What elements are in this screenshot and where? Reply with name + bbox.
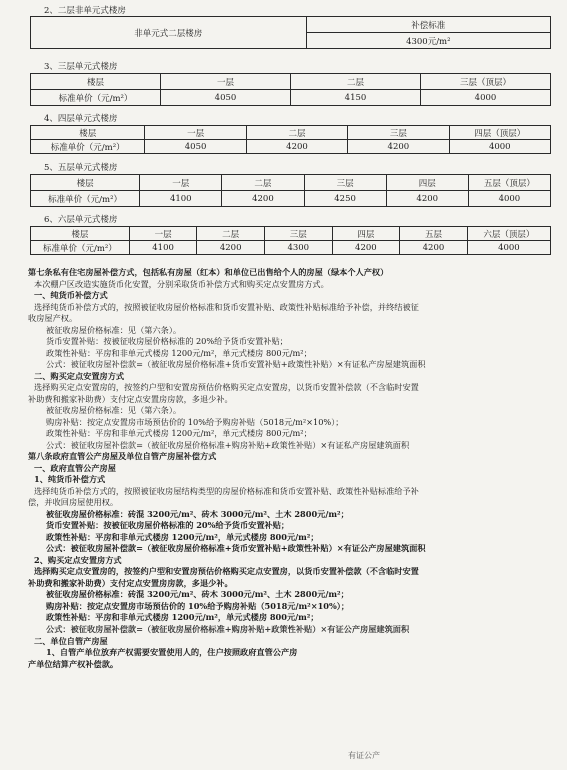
header-cell: 四层 <box>332 227 400 241</box>
value-cell: 4000 <box>449 140 550 154</box>
table-two-storey <box>30 16 551 49</box>
footer-stamp-text: 有证公产 <box>348 751 380 760</box>
header-cell: 一层 <box>129 227 197 241</box>
header-cell: 三层 <box>348 126 449 140</box>
value-cell: 4300元/m² <box>306 33 550 49</box>
paragraph-line: 被征收房屋价格标准：见（第六条）。 <box>46 324 182 335</box>
value-cell: 4200 <box>222 191 304 207</box>
table-three-storey <box>30 73 551 106</box>
value-cell: 4050 <box>161 90 291 106</box>
paragraph-line: 政策性补贴：平房和非单元式楼房 1200元/m²，单元式楼房 800元/m²； <box>46 347 312 358</box>
paragraph-line: 货币安置补贴：按被征收房屋价格标准的 20%给予货币安置补贴； <box>46 336 288 347</box>
paragraph-line: 选择购买定点安置房的，按签约户型和安置房预估价格购买定点安置房，以货币安置补偿款（不含临时安置 <box>34 566 419 577</box>
value-cell: 4100 <box>140 191 222 207</box>
paragraph-line: 选择纯货币补偿方式的，按照被征收房屋结构类型的房屋价格标准和货币安置补贴、政策性补贴标准给予补 <box>34 485 419 496</box>
value-cell: 4200 <box>400 241 468 255</box>
value-cell: 4000 <box>421 90 551 106</box>
formula-line: 公式：被征收房屋补偿款=（被征收房屋价格标准+货币安置补贴+政策性补贴）×有证公产房屋建筑面积 <box>46 543 426 554</box>
row-label: 标准单价（元/m²） <box>31 191 140 207</box>
header-cell: 三层 <box>304 175 386 191</box>
value-cell: 4000 <box>468 191 550 207</box>
value-cell: 4000 <box>467 241 550 255</box>
subsection-heading: 一、纯货币补偿方式 <box>34 290 108 301</box>
header-cell: 二层 <box>197 227 265 241</box>
paragraph-line: 购房补贴：按定点安置房市场预估价的 10%给予购房补贴（5018元/m²×10%）； <box>46 416 344 427</box>
paragraph-line: 本次棚户区改造实施货币化安置，分别采取货币补偿方式和购买定点安置房方式。 <box>34 278 329 289</box>
header-cell: 二层 <box>291 74 421 90</box>
header-cell: 二层 <box>222 175 304 191</box>
section-6-title: 6、六层单元式楼房 <box>44 215 118 225</box>
paragraph-line: 补助费和搬家补助费）支付定点安置房房款，多退少补。 <box>28 577 233 588</box>
value-cell: 4200 <box>332 241 400 255</box>
subsection-heading: 二、单位自管产房屋 <box>34 635 108 646</box>
value-cell: 4200 <box>197 241 265 255</box>
paragraph-line: 被征收房屋价格标准：砖混 3200元/m²、砖木 3000元/m²、土木 2800元/m²； <box>46 508 349 519</box>
header-cell: 三层（顶层） <box>421 74 551 90</box>
article-7-heading: 第七条私有住宅房屋补偿方式，包括私有房屋（红本）和单位已出售给个人的房屋（绿本个人产权） <box>28 267 389 277</box>
table-four-storey <box>30 125 551 154</box>
header-cell: 五层 <box>400 227 468 241</box>
paragraph-line: 补助费和搬家补助费）支付定点安置房房款，多退少补。 <box>28 393 233 404</box>
header-cell: 六层（顶层） <box>467 227 550 241</box>
paragraph-line: 政策性补贴：平房和非单元式楼房 1200元/m²，单元式楼房 800元/m²； <box>46 612 319 623</box>
value-cell: 4200 <box>386 191 468 207</box>
value-cell: 4300 <box>264 241 332 255</box>
table-five-storey <box>30 174 551 207</box>
paragraph-line: 收房屋产权。 <box>28 313 78 324</box>
paragraph-line: 政策性补贴：平房和非单元式楼房 1200元/m²，单元式楼房 800元/m²； <box>46 428 312 439</box>
row-label: 非单元式二层楼房 <box>31 17 307 49</box>
formula-line: 公式：被征收房屋补偿款=（被征收房屋价格标准+货币安置补贴+政策性补贴）×有证私产房屋建筑面积 <box>46 359 426 370</box>
table-six-storey <box>30 226 551 255</box>
section-4-title: 4、四层单元式楼房 <box>44 114 118 124</box>
value-cell: 4050 <box>145 140 246 154</box>
paragraph-line: 偿，并收回房屋使用权。 <box>28 497 119 508</box>
value-cell: 4100 <box>129 241 197 255</box>
row-label: 标准单价（元/m²） <box>31 140 145 154</box>
header-cell: 二层 <box>246 126 347 140</box>
section-2-title: 2、二层非单元式楼房 <box>44 6 126 16</box>
row-label: 标准单价（元/m²） <box>31 90 161 106</box>
value-cell: 4200 <box>348 140 449 154</box>
formula-line: 公式：被征收房屋补偿款=（被征收房屋价格标准+购房补贴+政策性补贴）×有证私产房屋建筑面积 <box>46 439 410 450</box>
value-cell: 4200 <box>246 140 347 154</box>
paragraph-line: 被征收房屋价格标准：砖混 3200元/m²、砖木 3000元/m²、土木 2800元/m²； <box>46 589 349 600</box>
paragraph-line: 政策性补贴：平房和非单元式楼房 1200元/m²，单元式楼房 800元/m²； <box>46 531 319 542</box>
paragraph-line: 选择纯货币补偿方式的，按照被征收房屋价格标准和货币安置补贴、政策性补贴标准给予补偿，并终结被征 <box>34 301 419 312</box>
header-cell: 一层 <box>145 126 246 140</box>
header-cell: 一层 <box>140 175 222 191</box>
header-cell: 一层 <box>161 74 291 90</box>
header-cell: 五层（顶层） <box>468 175 550 191</box>
row-label: 标准单价（元/m²） <box>31 241 130 255</box>
subsection-heading: 1、纯货币补偿方式 <box>34 474 106 485</box>
header-cell: 楼层 <box>31 175 140 191</box>
header-cell: 三层 <box>264 227 332 241</box>
header-cell: 楼层 <box>31 74 161 90</box>
paragraph-line: 购房补贴：按定点安置房市场预估价的 10%给予购房补贴（5018元/m²×10%）； <box>46 600 350 611</box>
header-cell: 四层 <box>386 175 468 191</box>
body-text <box>28 267 556 670</box>
paragraph-line: 货币安置补贴：按被征收房屋价格标准的 20%给予货币安置补贴； <box>46 520 290 531</box>
header-cell: 补偿标准 <box>306 17 550 33</box>
formula-line: 公式：被征收房屋补偿款=（被征收房屋价格标准+购房补贴+政策性补贴）×有证公产房屋建筑面积 <box>46 623 410 634</box>
article-8-heading: 第八条政府直管公产房屋及单位自管产房屋补偿方式 <box>28 451 217 462</box>
paragraph-line: 产单位结算产权补偿款。 <box>28 658 119 669</box>
section-3-title: 3、三层单元式楼房 <box>44 62 118 72</box>
header-cell: 楼层 <box>31 126 145 140</box>
section-5-title: 5、五层单元式楼房 <box>44 163 118 173</box>
value-cell: 4250 <box>304 191 386 207</box>
value-cell: 4150 <box>291 90 421 106</box>
paragraph-line: 选择购买定点安置房的，按签约户型和安置房预估价格购买定点安置房，以货币安置补偿款（不含临时安置 <box>34 382 419 393</box>
subsection-heading: 二、购买定点安置房方式 <box>34 370 125 381</box>
subsection-heading: 2、购买定点安置房方式 <box>34 554 122 565</box>
header-cell: 四层（顶层） <box>449 126 550 140</box>
subsection-heading: 一、政府直管公产房屋 <box>34 462 116 473</box>
paragraph-line: 1、自管产单位放弃产权需要安置使用人的，住户按照政府直管公产房 <box>46 647 298 658</box>
header-cell: 楼层 <box>31 227 130 241</box>
paragraph-line: 被征收房屋价格标准：见（第六条）。 <box>46 405 182 416</box>
